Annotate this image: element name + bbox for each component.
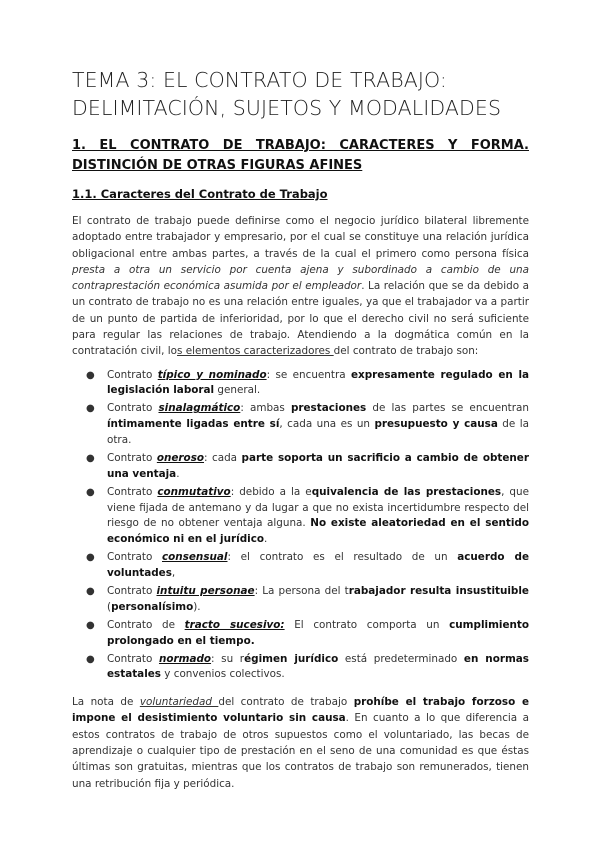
- closing-voluntariedad-term: voluntariedad: [139, 696, 219, 709]
- characteristic-item: [72, 368, 529, 400]
- bullet-icon: ●: [86, 585, 95, 597]
- item-text: : La persona del t: [254, 584, 349, 597]
- subsection-heading: 1.1. Caracteres del Contrato de Trabajo: [72, 187, 328, 201]
- item-prefix: Contrato: [107, 452, 157, 465]
- item-term: intuitu personae: [156, 584, 255, 597]
- item-term: tracto sucesivo:: [184, 618, 285, 631]
- closing-text-3: . En cuanto a lo que diferencia a estos contratos de trabajo de otros supuestos como el voluntariado, las becas de aprendizaje o cualquier tipo de prestación en el seno de una comunidad es que éstas últimas son gratuitas, mientras que los contratos de trabajo son remunerados, tienen una retribución fija y periódica.: [72, 712, 529, 790]
- characteristic-item: [72, 618, 529, 650]
- characteristic-item: [72, 550, 529, 582]
- title-line-2: DELIMITACIÓN, SUJETOS Y MODALIDADES: [72, 96, 502, 120]
- item-prefix: Contrato: [107, 652, 159, 665]
- item-term: conmutativo: [157, 485, 231, 498]
- item-bold: cumplimiento prolongado en el tiempo.: [107, 618, 530, 647]
- item-text: El contrato comporta un: [284, 618, 450, 631]
- item-bold: acuerdo de voluntades: [107, 551, 529, 579]
- section-heading: 1. EL CONTRATO DE TRABAJO: CARACTERES Y FORMA. DISTINCIÓN DE OTRAS FIGURAS AFINES: [72, 138, 529, 173]
- characteristic-item: [72, 652, 529, 684]
- item-term: sinalagmático: [158, 402, 241, 415]
- item-prefix: Contrato: [107, 402, 159, 415]
- document-page: [72, 66, 529, 792]
- intro-text-3: del contrato de trabajo son:: [333, 345, 479, 358]
- bullet-icon: ●: [86, 453, 95, 465]
- item-bold: No existe aleatoriedad en el sentido económico ni en el jurídico: [107, 517, 529, 546]
- closing-text-2: del contrato de trabajo: [218, 696, 354, 709]
- item-term: consensual: [162, 551, 228, 564]
- item-text: : su r: [211, 652, 245, 665]
- intro-text-2: . La relación que se da debido a un contrato de trabajo no es una relación entre iguales, ya que el trabajador va a partir de un punto de partida de inferioridad, por lo que el derecho civil no será suficiente para regular las relaciones de trabajo. Atendiendo a la dogmática común en la contratación civil, lo: [72, 280, 529, 358]
- characteristic-item: [72, 584, 529, 616]
- item-text: de la otra.: [107, 418, 529, 447]
- bullet-icon: ●: [86, 369, 95, 381]
- item-bold: rabajador resulta insustituible: [348, 584, 529, 597]
- item-term: oneroso: [156, 452, 205, 465]
- intro-text-1: El contrato de trabajo puede definirse como el negocio jurídico bilateral libremente adoptado entre trabajador y empresario, por el cual se constituye una relación jurídica obligacional entre ambas partes, a través de la cual el primero como persona física: [72, 215, 529, 260]
- closing-text-1: La nota de: [72, 696, 140, 709]
- characteristics-list: [72, 368, 529, 683]
- item-text: : se encuentra: [266, 368, 351, 381]
- item-bold: parte soporta un sacrificio a cambio de obtener una ventaja: [107, 452, 529, 480]
- item-text: : el contrato es el resultado de un: [227, 551, 458, 564]
- title-line-1: TEMA 3: EL CONTRATO DE TRABAJO:: [72, 68, 447, 92]
- item-bold: quivalencia de las prestaciones: [311, 485, 502, 498]
- bullet-icon: ●: [86, 403, 95, 415]
- item-bold: en normas estatales: [107, 652, 529, 681]
- item-term: típico y nominado: [157, 368, 267, 381]
- item-text: : ambas: [240, 402, 291, 415]
- item-bold: íntimamente ligadas entre sí: [107, 418, 280, 431]
- closing-paragraph: [72, 694, 529, 792]
- item-prefix: Contrato: [107, 368, 158, 381]
- item-text: está predeterminado: [338, 652, 464, 665]
- document-title: [72, 66, 529, 122]
- item-text: y convenios colectivos.: [160, 668, 285, 681]
- item-prefix: Contrato: [107, 584, 157, 597]
- item-text: : cada: [204, 452, 242, 465]
- item-term: normado: [158, 652, 212, 665]
- bullet-icon: ●: [86, 552, 95, 564]
- characteristic-item: [72, 401, 529, 448]
- bullet-icon: ●: [86, 653, 95, 665]
- item-text: general.: [214, 384, 261, 397]
- intro-underlined-elements: s elementos caracterizadores: [177, 345, 334, 358]
- item-text: : debido a la e: [230, 485, 312, 498]
- item-text: .: [176, 467, 180, 480]
- characteristic-item: [72, 451, 529, 483]
- item-bold: presupuesto y causa: [374, 418, 498, 431]
- characteristic-item: [72, 485, 529, 548]
- intro-italic-definition: presta a otra un servicio por cuenta ajena y subordinado a cambio de una contraprestación económica asumida por el empleador: [72, 263, 529, 293]
- closing-bold-statement: prohíbe el trabajo forzoso e impone el desistimiento voluntario sin causa: [72, 696, 530, 725]
- bullet-icon: ●: [86, 619, 95, 631]
- item-prefix: Contrato: [107, 485, 158, 498]
- item-bold: expresamente regulado en la legislación laboral: [107, 368, 530, 397]
- item-text: , cada una es un: [279, 418, 375, 431]
- item-text: ,: [171, 566, 176, 579]
- intro-paragraph: [72, 213, 529, 360]
- item-text: ).: [193, 600, 201, 613]
- item-text: de las partes se encuentran: [366, 402, 529, 415]
- item-bold: égimen jurídico: [244, 652, 339, 665]
- item-text: , que viene fijada de antemano y da lugar a que no exista incertidumbre respecto del riesgo de no obtener ventaja alguna.: [107, 485, 529, 530]
- item-bold: personalísimo: [111, 600, 194, 613]
- item-prefix: Contrato de: [107, 618, 185, 631]
- bullet-icon: ●: [86, 486, 95, 498]
- item-text: (: [107, 600, 112, 613]
- item-prefix: Contrato: [107, 551, 162, 564]
- item-bold: prestaciones: [290, 402, 367, 415]
- item-text: .: [264, 533, 268, 546]
